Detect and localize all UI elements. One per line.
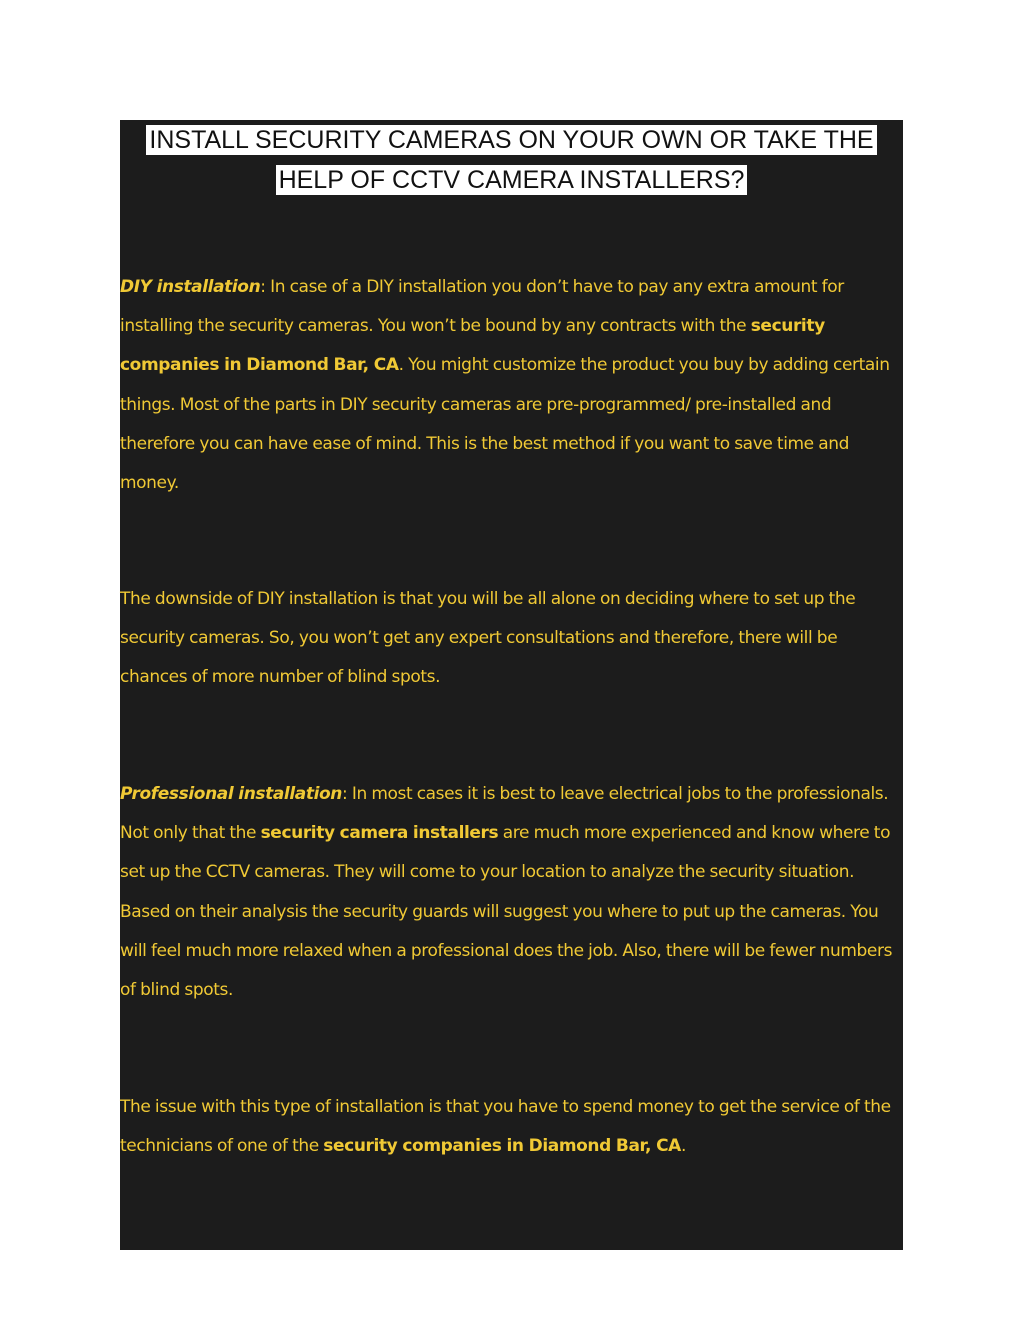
paragraph-professional-installation xyxy=(120,775,903,1010)
professional-installation-heading: Professional installation xyxy=(120,784,342,804)
security-companies-link[interactable]: security companies in Diamond Bar, CA xyxy=(120,316,825,376)
paragraph-diy-downside xyxy=(120,580,903,698)
title-line-1: INSTALL SECURITY CAMERAS ON YOUR OWN OR TAKE THE xyxy=(149,126,874,154)
diy-installation-heading: DIY installation xyxy=(120,277,261,297)
security-camera-installers-link[interactable]: security camera installers xyxy=(260,823,499,844)
diy-text-part-1: : In case of a DIY installation you don’t have to pay any extra amount for installing the security cameras. You won’t be bound by any contracts with the xyxy=(120,277,844,337)
paragraph-professional-issue xyxy=(120,1088,903,1166)
issue-text-part-2: . xyxy=(680,1136,686,1157)
security-companies-link-2[interactable]: security companies in Diamond Bar, CA xyxy=(323,1136,681,1157)
article-block xyxy=(120,120,903,1250)
professional-text-part-1: : In most cases it is best to leave electrical jobs to the professionals. Not only that the xyxy=(120,784,889,844)
page-title xyxy=(120,120,903,200)
diy-downside-text: The downside of DIY installation is that you will be all alone on deciding where to set up the security cameras. So, you won’t get any expert consultations and therefore, there will be chances of more number of blind spots. xyxy=(120,589,856,688)
diy-text-part-2: . You might customize the product you buy by adding certain things. Most of the parts in DIY security cameras are pre-programmed/ pre-installed and therefore you can have ease of mind. This is the best method if you want to save time and money. xyxy=(120,355,890,494)
paragraph-diy-installation xyxy=(120,268,903,503)
professional-text-part-2: are much more experienced and know where to set up the CCTV cameras. They will come to your location to analyze the security situation. Based on their analysis the security guards will suggest you where to put up the cameras. You will feel much more relaxed when a professional does the job. Also, there will be fewer numbers of blind spots. xyxy=(120,823,893,1001)
issue-text-part-1: The issue with this type of installation is that you have to spend money to get the service of the technicians of one of the xyxy=(120,1097,891,1157)
title-line-2: HELP OF CCTV CAMERA INSTALLERS? xyxy=(278,166,745,194)
